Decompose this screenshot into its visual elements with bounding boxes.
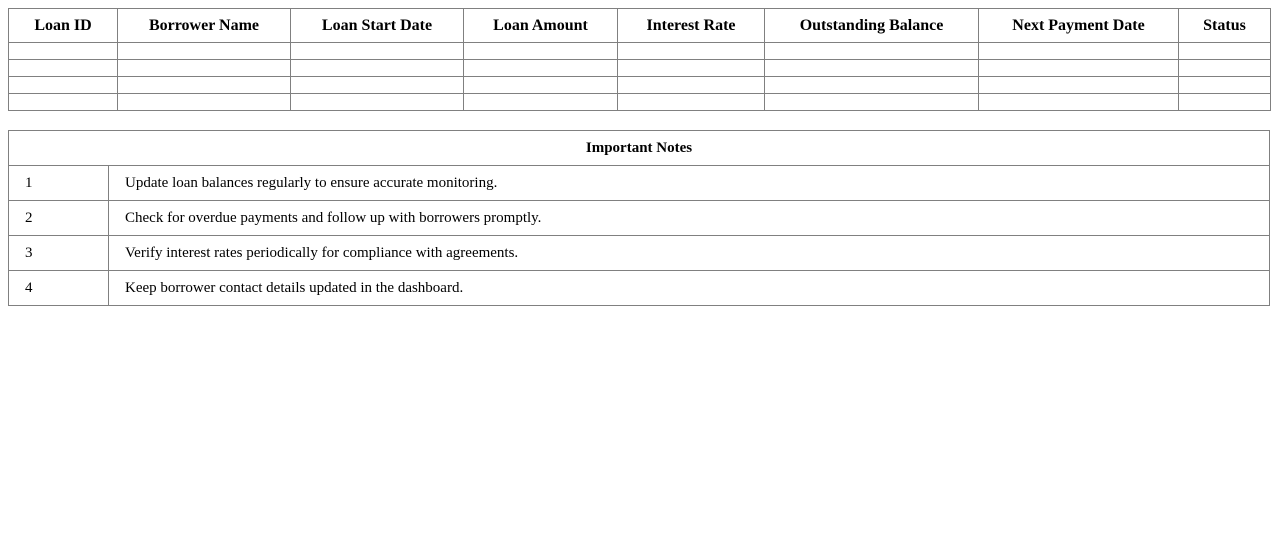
table-row	[9, 77, 1271, 94]
table-cell[interactable]	[618, 94, 765, 111]
notes-header-row	[9, 131, 1270, 166]
table-cell[interactable]	[118, 60, 291, 77]
column-header-loan-id: Loan ID	[9, 9, 118, 43]
table-cell[interactable]	[1179, 77, 1271, 94]
table-cell[interactable]	[979, 94, 1179, 111]
note-number: 3	[9, 236, 109, 271]
column-header-status: Status	[1179, 9, 1271, 43]
table-cell[interactable]	[1179, 43, 1271, 60]
table-cell[interactable]	[464, 43, 618, 60]
column-header-loan-amount: Loan Amount	[464, 9, 618, 43]
table-cell[interactable]	[618, 43, 765, 60]
table-row	[9, 43, 1271, 60]
table-cell[interactable]	[618, 60, 765, 77]
table-cell[interactable]	[765, 77, 979, 94]
column-header-loan-start-date: Loan Start Date	[291, 9, 464, 43]
table-cell[interactable]	[464, 60, 618, 77]
note-row	[9, 201, 1270, 236]
table-cell[interactable]	[1179, 94, 1271, 111]
table-cell[interactable]	[979, 77, 1179, 94]
table-cell[interactable]	[765, 43, 979, 60]
table-cell[interactable]	[9, 94, 118, 111]
table-cell[interactable]	[464, 94, 618, 111]
table-row	[9, 60, 1271, 77]
table-cell[interactable]	[765, 94, 979, 111]
note-text: Keep borrower contact details updated in the dashboard.	[109, 271, 1270, 306]
table-cell[interactable]	[9, 60, 118, 77]
column-header-next-payment-date: Next Payment Date	[979, 9, 1179, 43]
table-cell[interactable]	[9, 43, 118, 60]
table-cell[interactable]	[979, 60, 1179, 77]
table-cell[interactable]	[291, 77, 464, 94]
note-number: 2	[9, 201, 109, 236]
table-row	[9, 94, 1271, 111]
note-row	[9, 236, 1270, 271]
table-cell[interactable]	[118, 77, 291, 94]
table-cell[interactable]	[1179, 60, 1271, 77]
column-header-interest-rate: Interest Rate	[618, 9, 765, 43]
table-cell[interactable]	[979, 43, 1179, 60]
loan-table	[8, 8, 1271, 111]
note-text: Check for overdue payments and follow up with borrowers promptly.	[109, 201, 1270, 236]
table-cell[interactable]	[291, 94, 464, 111]
table-cell[interactable]	[464, 77, 618, 94]
loan-table-header-row	[9, 9, 1271, 43]
note-number: 1	[9, 166, 109, 201]
note-text: Verify interest rates periodically for compliance with agreements.	[109, 236, 1270, 271]
important-notes-table	[8, 130, 1270, 306]
table-cell[interactable]	[618, 77, 765, 94]
table-cell[interactable]	[9, 77, 118, 94]
table-cell[interactable]	[118, 43, 291, 60]
table-cell[interactable]	[291, 43, 464, 60]
column-header-borrower-name: Borrower Name	[118, 9, 291, 43]
notes-title: Important Notes	[9, 131, 1270, 166]
note-number: 4	[9, 271, 109, 306]
table-cell[interactable]	[118, 94, 291, 111]
note-row	[9, 271, 1270, 306]
note-text: Update loan balances regularly to ensure accurate monitoring.	[109, 166, 1270, 201]
table-cell[interactable]	[765, 60, 979, 77]
table-cell[interactable]	[291, 60, 464, 77]
note-row	[9, 166, 1270, 201]
column-header-outstanding-balance: Outstanding Balance	[765, 9, 979, 43]
